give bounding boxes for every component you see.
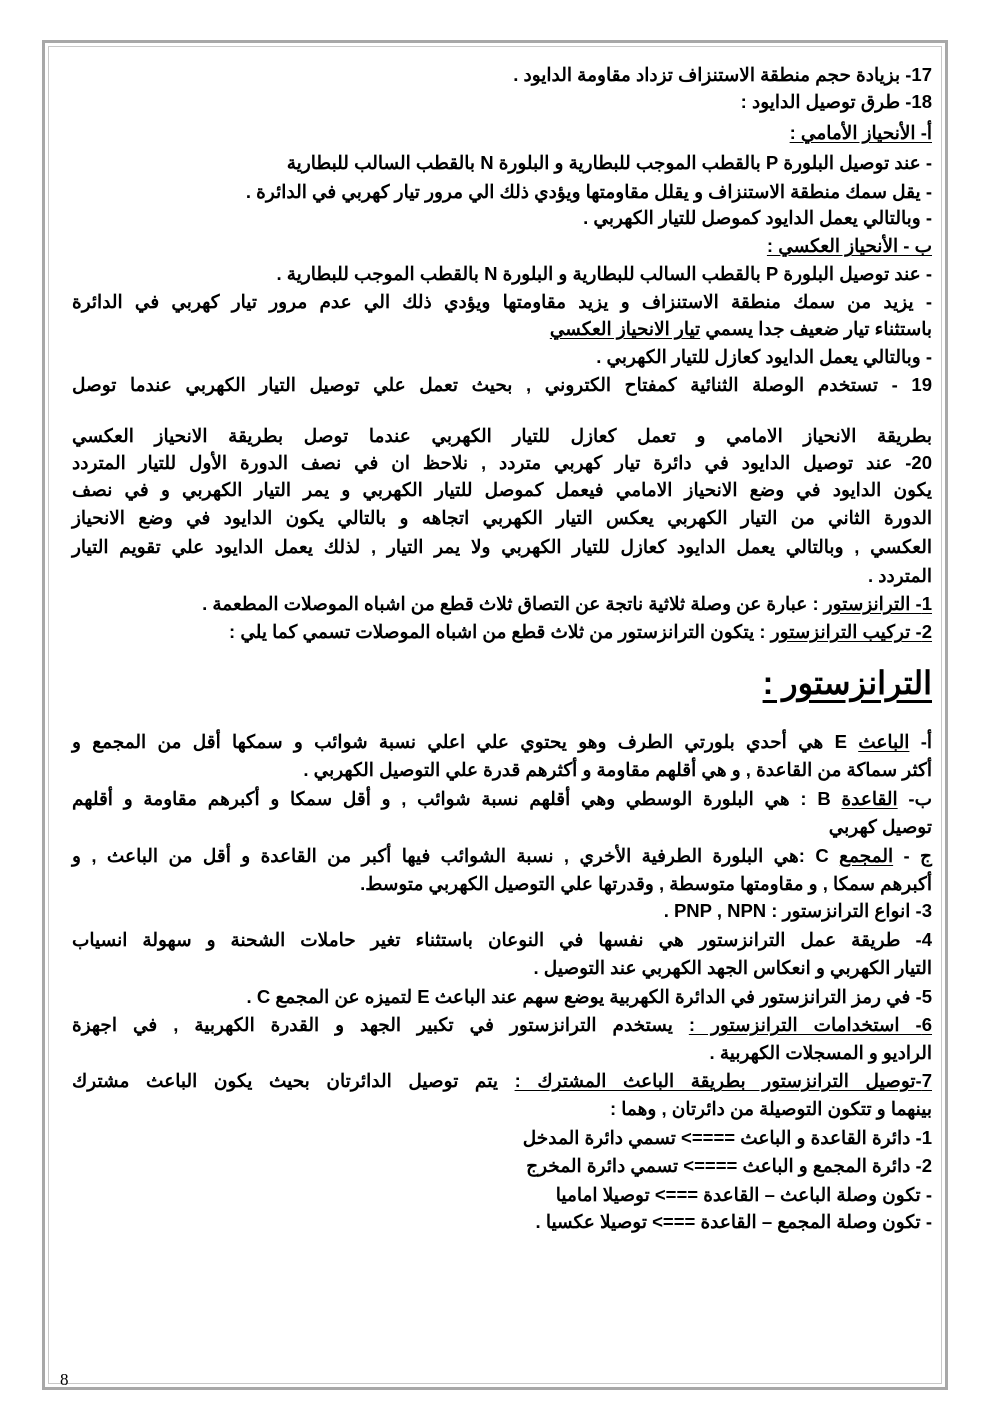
text-segment: يكون الدايود في وضع الانحياز الامامي فيعمل كموصل للتيار الكهربي و يمر التيار الكهربي و في نصف — [72, 479, 932, 500]
text-line — [246, 179, 932, 205]
text-segment: يستخدم الترانزستور في تكبير الجهد و القدرة الكهربية , في اجهزة — [72, 1014, 689, 1035]
text-segment: 19 - تستخدم الوصلة الثنائية كمفتاح الكتروني , بحيث تعمل علي توصيل التيار الكهربي عندما توصل — [72, 374, 932, 395]
text-segment: 1- دائرة القاعدة و الباعث ====> تسمي دائرة المدخل — [522, 1127, 932, 1148]
text-line — [526, 1153, 932, 1179]
text-segment: التيار الكهربي و انعكاس الجهد الكهربي عند التوصيل . — [533, 957, 932, 978]
text-line — [523, 1125, 932, 1151]
text-segment: أ- — [909, 731, 932, 752]
text-line — [276, 261, 932, 287]
text-line — [72, 423, 932, 449]
text-segment: 3- انواع الترانزستور : PNP , NPN . — [663, 900, 932, 921]
text-line — [360, 871, 932, 897]
underlined-term: المجمع — [839, 845, 894, 866]
underlined-term: 7-توصيل الترانزستور بطريقة الباعث المشترك : — [514, 1070, 932, 1091]
underlined-term: ب - الأنحياز العكسي : — [766, 235, 932, 256]
text-line — [72, 450, 932, 476]
text-segment: أكثر سماكة من القاعدة , و هي أقلهم مقاومة و أكثرهم قدرة علي التوصيل الكهربي . — [303, 759, 932, 780]
text-line — [829, 814, 932, 840]
underlined-term: تيار الانحياز العكسي — [549, 318, 701, 339]
text-segment: - تكون وصلة الباعث – القاعدة ===> توصيلا اماميا — [555, 1184, 932, 1205]
text-segment: الراديو و المسجلات الكهربية . — [709, 1042, 932, 1063]
text-line — [303, 757, 932, 783]
text-segment: - تكون وصلة المجمع – القاعدة ===> توصيلا عكسيا . — [535, 1211, 932, 1232]
text-line — [556, 1182, 932, 1208]
text-segment: باستثناء تيار ضعيف جدا يسمي — [700, 318, 932, 339]
text-line — [72, 477, 932, 503]
text-segment: : عبارة عن وصلة ثلاثية ناتجة عن التصاق ثلاث قطع من اشباه الموصلات المطعمة . — [202, 593, 824, 614]
text-segment: بينهما و تتكون التوصيلة من دائرتان , وهما : — [610, 1098, 932, 1119]
text-line — [229, 619, 932, 645]
text-segment: 17- بزيادة حجم منطقة الاستنزاف تزداد مقاومة الدايود . — [513, 64, 932, 85]
text-line — [583, 205, 932, 231]
text-segment: 4- طريقة عمل الترانزستور هي نفسها في النوعان باستثناء تغير حاملات الشحنة و سهولة انسياب — [72, 929, 932, 950]
underlined-term: 2- تركيب الترانزستور — [770, 621, 932, 642]
text-line — [247, 984, 932, 1010]
text-line — [767, 233, 932, 259]
text-segment: - عند توصيل البلورة P بالقطب الموجب للبطارية و البلورة N بالقطب السالب للبطارية — [286, 152, 932, 173]
text-line — [513, 62, 932, 88]
text-segment: : يتكون الترانزستور من ثلاث قطع من اشباه الموصلات تسمي كما يلي : — [229, 621, 771, 642]
text-line — [710, 1040, 932, 1066]
text-line — [534, 955, 932, 981]
text-segment: أكبرهم سمكا , و مقاومتها متوسطة , وقدرتها علي التوصيل الكهربي متوسط. — [360, 873, 932, 894]
text-line — [664, 898, 932, 924]
text-segment: - وبالتالي يعمل الدايود كعازل للتيار الكهربي . — [596, 346, 932, 367]
text-line — [72, 1012, 932, 1038]
underlined-term: 6- استخدامات الترانزستور : — [688, 1014, 932, 1035]
text-line — [550, 316, 932, 342]
text-segment: ب- — [897, 788, 932, 809]
underlined-term: 1- الترانزستور — [823, 593, 932, 614]
text-segment: - يزيد من سمك منطقة الاستنزاف و يزيد مقاومتها ويؤدي ذلك الي عدم مرور تيار كهربي في الدائرة — [72, 291, 932, 312]
page-number: 8 — [60, 1370, 69, 1389]
text-line — [72, 372, 932, 398]
text-line — [610, 1096, 932, 1122]
text-segment: توصيل كهربي — [828, 816, 932, 837]
text-line — [72, 927, 932, 953]
text-line — [72, 505, 932, 531]
text-line — [202, 591, 932, 617]
text-segment: B : هي البلورة الوسطي وهي أقلهم نسبة شوائب , و أقل سمكا و أكبرهم مقاومة و أقلهم — [72, 788, 842, 809]
text-segment: 20- عند توصيل الدايود في دائرة تيار كهربي متردد , نلاحظ ان في نصف الدورة الأول للتيار المتردد — [72, 452, 932, 473]
text-segment: بطريقة الانحياز الامامي و تعمل كعازل للتيار الكهربي عندما توصل بطريقة الانحياز العكسي — [72, 425, 932, 446]
text-segment: الدورة الثاني من التيار الكهربي يعكس التيار الكهربي اتجاهه و بالتالي يكون الدايود في وضع الانحياز — [72, 507, 932, 528]
underlined-term: الباعث — [858, 731, 910, 752]
section-title: الترانزستور : — [762, 665, 932, 701]
text-segment: 5- في رمز الترانزستور في الدائرة الكهربية يوضع سهم عند الباعث E لتميزه عن المجمع C . — [246, 986, 932, 1007]
text-segment: يتم توصيل الدائرتان بحيث يكون الباعث مشترك — [72, 1070, 515, 1091]
text-line — [72, 289, 932, 315]
text-line — [72, 729, 932, 755]
text-segment: المتردد . — [867, 565, 932, 586]
text-line — [72, 786, 932, 812]
text-line — [868, 563, 932, 589]
text-line — [536, 1209, 932, 1235]
text-segment: C :هي البلورة الطرفية الأخري , نسبة الشوائب فيها أكبر من القاعدة و أقل من الباعث , و — [72, 845, 840, 866]
text-line — [72, 1068, 932, 1094]
text-segment: E هي أحدي بلورتي الطرف وهو يحتوي علي اعلي نسبة شوائب و سمكها أقل من المجمع و — [72, 731, 859, 752]
text-line — [72, 843, 932, 869]
text-line — [287, 150, 932, 176]
text-segment: - يقل سمك منطقة الاستنزاف و يقلل مقاومتها ويؤدي ذلك الي مرور تيار كهربي في الدائرة . — [245, 181, 932, 202]
underlined-term: القاعدة — [841, 788, 898, 809]
text-line — [741, 89, 932, 115]
text-line — [72, 534, 932, 560]
text-segment: ج - — [893, 845, 933, 866]
text-segment: 18- طرق توصيل الدايود : — [740, 91, 932, 112]
text-segment: 2- دائرة المجمع و الباعث ====> تسمي دائرة المخرج — [526, 1155, 932, 1176]
text-line — [596, 344, 932, 370]
text-segment: العكسي , وبالتالي يعمل الدايود كعازل للتيار الكهربي ولا يمر التيار , لذلك يعمل الدايود علي تقويم التيار — [72, 536, 932, 557]
text-line — [790, 120, 932, 146]
underlined-term: أ- الأنحياز الأمامي : — [789, 122, 932, 143]
text-segment: - عند توصيل البلورة P بالقطب السالب للبطارية و البلورة N بالقطب الموجب للبطارية . — [276, 263, 932, 284]
text-segment: - وبالتالي يعمل الدايود كموصل للتيار الكهربي . — [583, 207, 932, 228]
